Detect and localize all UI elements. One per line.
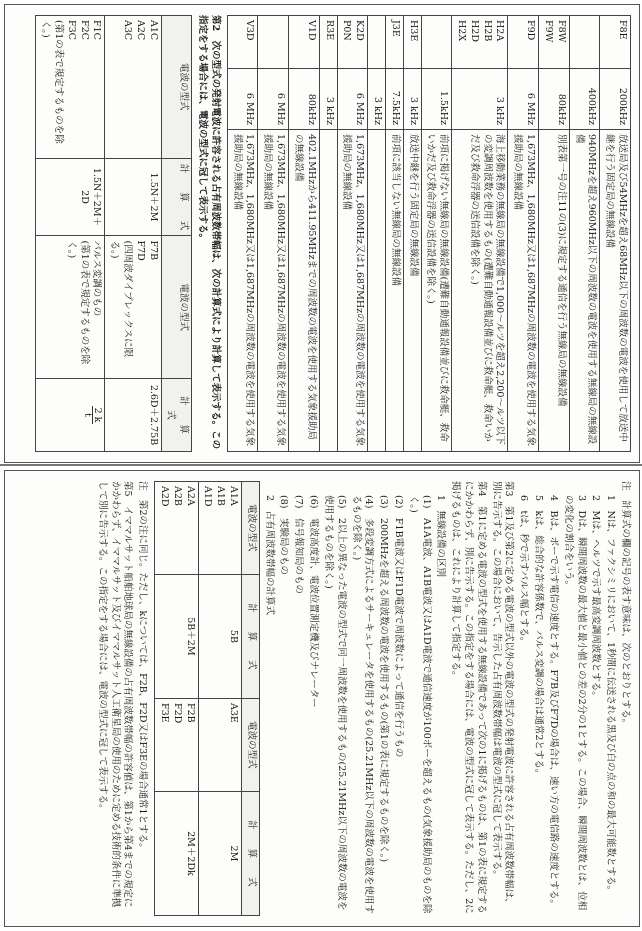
emission-class-cell — [569, 16, 600, 69]
table-row — [337, 16, 368, 452]
emission-class-cell: F8E — [600, 16, 631, 69]
emission-class-cell: H3E — [403, 16, 421, 69]
col-header-formula: 計 算 式 — [242, 574, 260, 698]
table-row — [386, 16, 404, 452]
col-header-formula: 計 算 式 — [161, 158, 192, 236]
bandwidth-table — [227, 15, 631, 452]
occupied-bandwidth-formula-table — [154, 481, 260, 916]
emission-class-cell: A1A A1B A1D — [198, 482, 241, 575]
emission-class-cell: F8W F9W — [539, 16, 570, 69]
formula-cell: 2.6D＋2.75B — [105, 378, 161, 451]
bandwidth-cell: 80kHz — [289, 69, 320, 130]
emission-class-cell: F7B F7D (四周波ダイプレックスに限る。) — [105, 236, 161, 379]
lower-page — [4, 470, 640, 927]
formula-cell: 5B — [198, 574, 241, 698]
note3-paragraph: 第3 第1及び第2に定める電波の型式以外の電波の型式の発射電波に許容される占有周波数帯幅は、別に告示する。この場合において、告示した占有周波数帯幅は電波の型式に冠して表示する。 — [490, 481, 515, 908]
description-cell: 海上移動業務の無線局の無線設備で1,000〜ルツを超え2,200〜ルツ以下の変調周波数を使用するもの(遭難自動通報設備並びに救命艇、救命いかだ及び救命浮器の送信設備を除く。) — [452, 130, 508, 452]
bandwidth-cell: 1.5kHz — [421, 69, 452, 130]
table-row — [539, 16, 570, 452]
bandwidth-cell: 3 kHz — [403, 69, 421, 130]
fraction — [82, 406, 102, 425]
note4-list-item: 2 占有周波数帯幅の計算式 — [263, 495, 275, 616]
col-header-class: 電波の型式 — [161, 16, 192, 159]
note-intro: 注 計算式の欄の記号の表す意味は、次のとおりとする。 — [620, 481, 631, 729]
table-row — [421, 16, 452, 452]
emission-class-cell — [421, 16, 452, 69]
formula-cell: 2M — [198, 791, 241, 915]
upper-page-rotated — [5, 5, 639, 462]
formula-cell: 1.5N＋2M — [105, 158, 161, 236]
note-item: 4 Bは、ボーで示す電信の速度とする。F7B及びF7Dの場合は、速い方の電信路の速度とする。 — [547, 495, 559, 909]
note4-list-item: (8) 実験局のもの — [278, 495, 290, 575]
bandwidth-cell: 3 kHz — [319, 69, 337, 130]
description-cell: 前項に該当しない無線局の無線設備 — [386, 130, 404, 452]
formula-cell: 5B＋2M — [155, 574, 198, 698]
formula-table — [35, 15, 192, 452]
upper-page — [4, 4, 640, 463]
fraction-numerator: 2 k — [92, 407, 104, 423]
emission-class-cell: A2A A2B A2D — [155, 482, 198, 575]
emission-class-cell: F2B F2D F3E — [155, 698, 198, 791]
note4-list-item: (3) 200MHzを超える周波数の電波を使用するもの(第1の表に規定するものを除く。) — [378, 495, 390, 863]
description-cell: 1,673MHz、1,680MHz又は1,687MHzの周波数の電波を使用する気象援助局の無線設備 — [227, 130, 258, 452]
table-row — [155, 482, 198, 916]
emission-class-cell: A3E — [198, 698, 241, 791]
emission-class-cell: R3E — [319, 16, 337, 69]
note4-list-item: (6) 電波高度計、電波位置測定機及びナレーター — [308, 495, 320, 708]
table-row — [600, 16, 631, 452]
bandwidth-cell: 3 kHz — [452, 69, 508, 130]
col-header-class-2: 電波の型式 — [242, 698, 260, 791]
bandwidth-cell: 200kHz — [600, 69, 631, 130]
note4-paragraph: 第4 第1に定める電波の型式を使用する無線設備であって次の1に掲げるものは、第1の表に規定するにかかわらず、別に告示する。この指定をする場合には、電波の型式に冠して表示する。ただし、2に掲げるものは、これにより計算して指定する。 — [450, 481, 487, 914]
description-cell: 1,673MHz、1,680MHz又は1,687MHzの周波数の電波を使用する気象援助局の無線設備 — [258, 130, 289, 452]
col-header-class-2: 電波の型式 — [161, 236, 192, 379]
bandwidth-cell: 6 MHz — [258, 69, 289, 130]
note4-list-item: (5) 2以上の異なった電波の型式で同一周波数を使用するもの(25.21MHz以下の周波数の電波を使用するものを除く。) — [322, 495, 347, 911]
note-item: 5 kは、総合的な許容係数で、パルス変調の場合は通常2とする。 — [533, 495, 545, 779]
description-cell: 放送局及び54MHzを超え68MHz以下の周波数の電波を使用して放送中継を行う固定局の無線設備 — [600, 130, 631, 452]
table-row — [227, 16, 258, 452]
bandwidth-cell: 6 MHz — [337, 69, 368, 130]
fraction-denominator: t — [81, 413, 93, 417]
description-cell: 前項に掲げない無線局の無線設備(遭難自動通報設備並びに救命艇、救命いかだ及び救命浮器の送信設備を除く。) — [421, 130, 452, 452]
note-item: 6 tは、秒で示すパルス幅とする。 — [518, 495, 530, 647]
table-row — [289, 16, 320, 452]
table-row — [258, 16, 289, 452]
note-item: 1 Nは、ファクシミリにおいて、1秒間に伝送される黒及び白の点の和の最大可能数とする。 — [605, 495, 617, 896]
emission-class-cell: V3D — [227, 16, 258, 69]
formula-cell: 2M＋2Dk — [155, 791, 198, 915]
note4-list-item: 1 無線設備の区別 — [435, 495, 447, 578]
note4-list-item: (4) 多段変調方式によるサーキュレータを使用するもの(25.21MHz以下の周波数の電波を使用するものを除く。) — [350, 495, 375, 914]
description-cell: 放送中継を行う固定局の無線設備 — [403, 130, 421, 452]
table-row — [198, 482, 241, 916]
bandwidth-cell: 6 MHz — [227, 69, 258, 130]
formula-cell — [36, 378, 105, 451]
emission-class-cell: J3E — [386, 16, 404, 69]
bandwidth-cell: 7.5kHz — [386, 69, 404, 130]
bandwidth-cell: 400kHz — [569, 69, 600, 130]
table-row — [36, 16, 105, 452]
note4-list-item: (1) A1A電波、A1B電波又はA1D電波で通信速度が100ボーを超えるもの(気象援助局のものを除く。) — [407, 495, 432, 914]
note4-list-item: (7) 信号報知局のもの — [293, 495, 305, 594]
col-header-class: 電波の型式 — [242, 482, 260, 575]
emission-class-cell — [258, 16, 289, 69]
note4-items — [262, 481, 447, 916]
note-item: 3 Dは、瞬間周波数の最大値と最小値との差の2分の1とする。この場合、瞬間周波数とは、位相の変化の割合をいう。 — [562, 495, 587, 911]
page-divider — [0, 464, 642, 466]
formula-cell: 1.5N＋2M＋2D — [36, 158, 105, 236]
emission-class-cell: F1C F2C F3C (第1の表で規定するものを除く。) — [36, 16, 105, 159]
description-cell: 940MHzを超え960MHz以下の周波数の電波を使用する無線局の無線設備 — [569, 130, 600, 452]
emission-class-cell — [368, 16, 386, 69]
note6-paragraph: 第5 イママルサット船舶地球局の無線設備の占有周波数帯幅の許容値は、第1から第4までの規定にかかわらず、イママルサット及びイママルサット人工衛星局の使用のために定める技術的条件に準拠して別に告示する。この指定をする場合には、電波の型式に冠して表示する。 — [96, 481, 134, 908]
description-cell: 1,673MHz、1,680MHz又は1,687MHzの周波数の電波を使用する気象援助局の無線設備 — [337, 130, 368, 452]
emission-class-cell: K2D P0N — [337, 16, 368, 69]
note-item: 2 Mは、ヘルツで示す最高変調周波数とする。 — [590, 495, 602, 701]
description-cell: 402.1MHzから411.95MHzまでの周波数の電波を使用する気象援助局の無線設備 — [289, 130, 320, 452]
description-cell — [368, 130, 386, 452]
note2-heading: 第2 次の型式の発射電波に許容される占有周波数帯幅は、次の計算式により計算して表示する。この指定をする場合には、電波の型式に冠して表示する。 — [197, 15, 221, 450]
table-row — [319, 16, 337, 452]
emission-class-cell: V1D — [289, 16, 320, 69]
table-row — [569, 16, 600, 452]
table-row — [368, 16, 386, 452]
note5-paragraph: 注 第2の注に同じ。ただし、kについては、F2B、F2D又はF3Eの場合通常1とする。 — [137, 481, 149, 853]
description-cell: 別表第一号の注11の(3)に規定する通信を行う無線局の無線設備 — [539, 130, 570, 452]
emission-class-cell: A1C A2C A3C — [105, 16, 161, 159]
notes-list — [517, 481, 617, 916]
col-header-formula-2: 計 算 式 — [242, 791, 260, 915]
bandwidth-cell: 80kHz — [539, 69, 570, 130]
table-row — [452, 16, 508, 452]
note4-list-item: (2) F1B電波又はF1D電波で周波数によって通信を行うもの — [393, 495, 404, 758]
emission-class-cell: パルス変調のもの (第1の表で規定するものを除く。) — [36, 236, 105, 379]
description-cell — [319, 130, 337, 452]
col-header-formula-2: 計 算 式 — [161, 378, 192, 451]
emission-class-cell: F9D — [508, 16, 539, 69]
table-row — [403, 16, 421, 452]
emission-class-cell: H2A H2B H2D H2X — [452, 16, 508, 69]
description-cell: 1,673MHz、1,680MHz又は1,687MHzの周波数の電波を使用する気象援助局の無線設備 — [508, 130, 539, 452]
bandwidth-cell: 6 MHz — [508, 69, 539, 130]
table-row — [508, 16, 539, 452]
bandwidth-cell: 3 kHz — [368, 69, 386, 130]
lower-page-rotated — [5, 471, 639, 926]
table-row — [105, 16, 161, 452]
